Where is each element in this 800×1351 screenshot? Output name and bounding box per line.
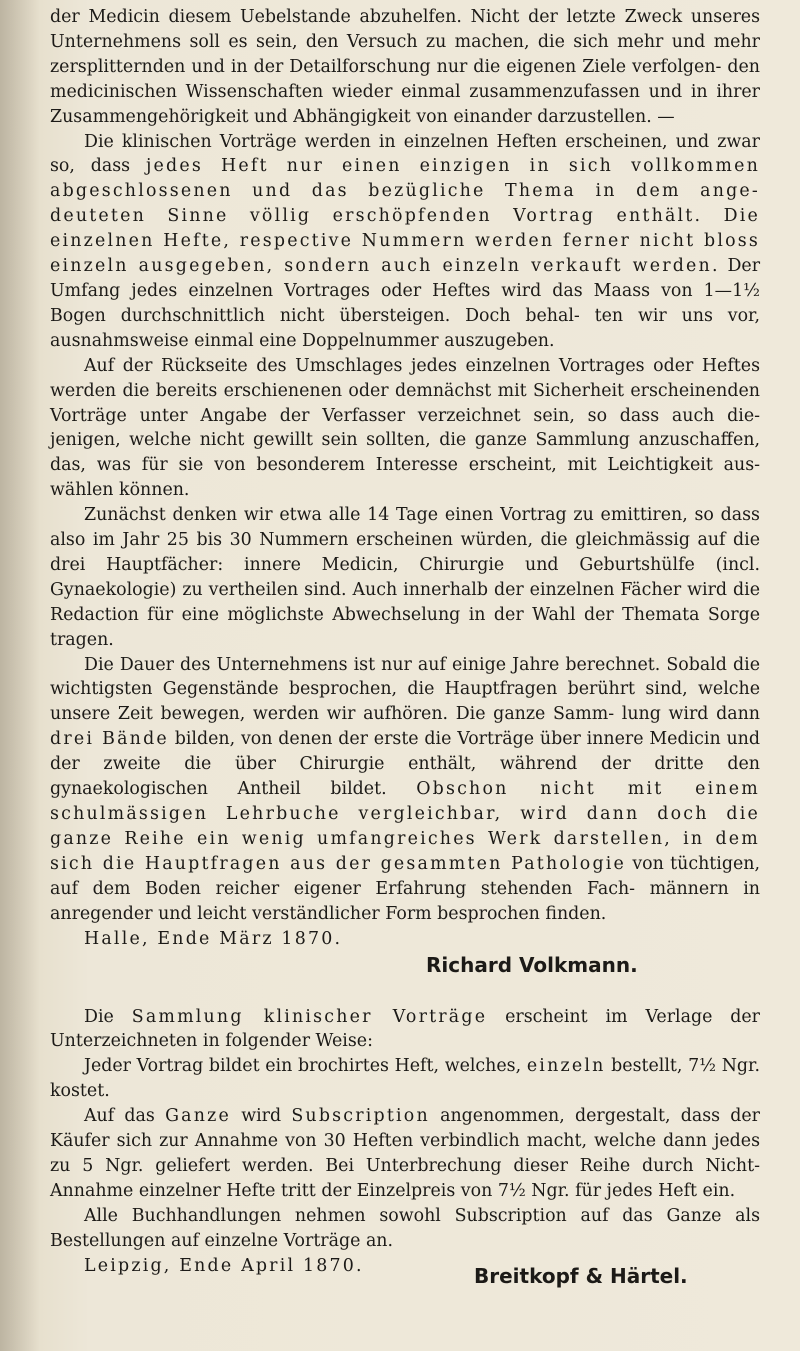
paragraph-7-text: Jeder Vortrag bildet ein brochirtes Heft, welches, — [84, 1056, 527, 1077]
paragraph-2-emphasis: jedes Heft nur einen einzigen in sich vollkommen abgeschlossenen und das bezügliche Thema in dem ange- deuteten Sinne völlig erschöpfenden Vortrag enthält. Die einzelnen Hefte, respective Nummern werden ferner nicht bloss einzeln ausgegeben, sondern auch einzeln verkauft werden. — [50, 156, 760, 277]
document-text — [50, 5, 761, 1288]
paragraph-5-text: Die Dauer des Unternehmens ist nur auf einige Jahre berechnet. Sobald die wichtigsten Gegenstände besprochen, die Hauptfragen berührt sind, welche unsere Zeit bewegen, werden wir aufhören. Die ganze Samm- lung wird dann — [50, 654, 760, 725]
signature-1-author: Richard Volkmann. — [426, 952, 638, 977]
paragraph-8-emphasis-subscription: Subscription — [291, 1106, 430, 1127]
paragraph-5-tail: von tüchtigen, auf dem Boden reicher eigener Erfahrung stehenden Fach- männern in anregender und leicht verständlicher Form besprochen finden. — [50, 853, 760, 924]
signature-1-author-line — [50, 952, 760, 983]
paragraph-8-text: Auf das — [84, 1106, 166, 1127]
paragraph-8-text-mid: wird — [230, 1106, 292, 1127]
signature-block-2 — [50, 1254, 760, 1288]
signature-block-1 — [50, 927, 760, 955]
paragraph-5-emphasis: Obschon nicht mit einem schulmässigen Lehrbuche vergleichbar, wird dann doch die ganze Reihe ein wenig umfangreiches Werk darstellen, in dem sich die Hauptfragen aus der gesammten Pathologie — [50, 779, 760, 874]
paragraph-7-emphasis: einzeln — [526, 1056, 606, 1077]
paragraph-1: der Medicin diesem Uebelstande abzuhelfen. Nicht der letzte Zweck unseres Unternehmens soll es sein, den Versuch zu machen, die sich mehr und mehr zersplitternden und in der Detailforschung nur die eigenen Ziele verfolgen- den medicinischen Wissenschaften wieder einmal zusammenzufassen und in ihrer Zusammengehörigkeit und Abhängigkeit von einander darzustellen. — — [50, 7, 760, 127]
paragraph-2 — [50, 130, 760, 354]
paragraph-6 — [50, 1005, 760, 1055]
paragraph-4: Zunächst denken wir etwa alle 14 Tage einen Vortrag zu emittiren, so dass also im Jahr 25 bis 30 Nummern erscheinen würden, die gleichmässig auf die drei Hauptfächer: innere Medicin, Chirurgie und Geburtshülfe (incl. Gynaekologie) zu vertheilen sind. Auch innerhalb der einzelnen Fächer wird die Redaction für eine möglichste Abwechselung in der Wahl der Themata Sorge tragen. — [50, 505, 760, 650]
paragraph-6-tail: erscheint im Verlage der Unterzeichneten in folgender Weise: — [50, 1006, 760, 1052]
paragraph-5-emphasis-volumes: drei Bände — [50, 729, 169, 750]
paragraph-8-tail: angenommen, dergestalt, dass der Käufer sich zur Annahme von 30 Heften verbindlich macht, welche dann jedes zu 5 Ngr. geliefert werden. Bei Unterbrechung dieser Reihe durch Nicht-Annahme einzelner Hefte tritt der Einzelpreis von 7½ Ngr. für jedes Heft ein. — [50, 1106, 760, 1201]
signature-2-place: Leipzig, Ende April 1870. — [84, 1255, 364, 1276]
signature-2-publisher: Breitkopf & Härtel. — [474, 1263, 688, 1288]
paragraph-8-emphasis-whole: Ganze — [165, 1106, 231, 1127]
section-gap — [50, 983, 760, 1005]
signature-1-place: Halle, Ende März 1870. — [84, 928, 343, 949]
paragraph-2-tail: Der Umfang jedes einzelnen Vortrages oder Heftes wird das Maass von 1—1½ Bogen durchschnittlich nicht übersteigen. Doch behal- ten wir uns vor, ausnahmsweise einmal eine Doppelnummer auszugeben. — [50, 256, 761, 351]
binding-shadow — [0, 0, 40, 1351]
paragraph-7 — [50, 1054, 760, 1104]
paragraph-7-tail: bestellt, 7½ Ngr. kostet. — [50, 1056, 760, 1102]
paragraph-6-emphasis: Sammlung klinischer Vorträge — [131, 1006, 488, 1027]
paragraph-3: Auf der Rückseite des Umschlages jedes einzelnen Vortrages oder Heftes werden die bereits erschienenen oder demnächst mit Sicherheit erscheinenden Vorträge unter Angabe der Verfasser verzeichnet sein, so dass auch die- jenigen, welche nicht gewillt sein sollten, die ganze Sammlung anzuschaffen, das, was für sie von besonderem Interesse erscheint, mit Leichtigkeit aus- wählen können. — [50, 355, 760, 501]
paragraph-2-text: Die klinischen Vorträge werden in einzelnen Heften erscheinen, und zwar so, dass — [50, 131, 760, 177]
paragraph-9: Alle Buchhandlungen nehmen sowohl Subscription auf das Ganze als Bestellungen auf einzelne Vorträge an. — [50, 1205, 760, 1251]
paragraph-5 — [50, 653, 760, 927]
paragraph-8 — [50, 1104, 760, 1204]
paragraph-5-text-mid: bilden, von denen der erste die Vorträge über innere Medicin und der zweite die über Chirurgie enthält, während der dritte den gynaekologischen Antheil bildet. — [50, 729, 760, 800]
paragraph-6-text: Die — [84, 1006, 132, 1027]
